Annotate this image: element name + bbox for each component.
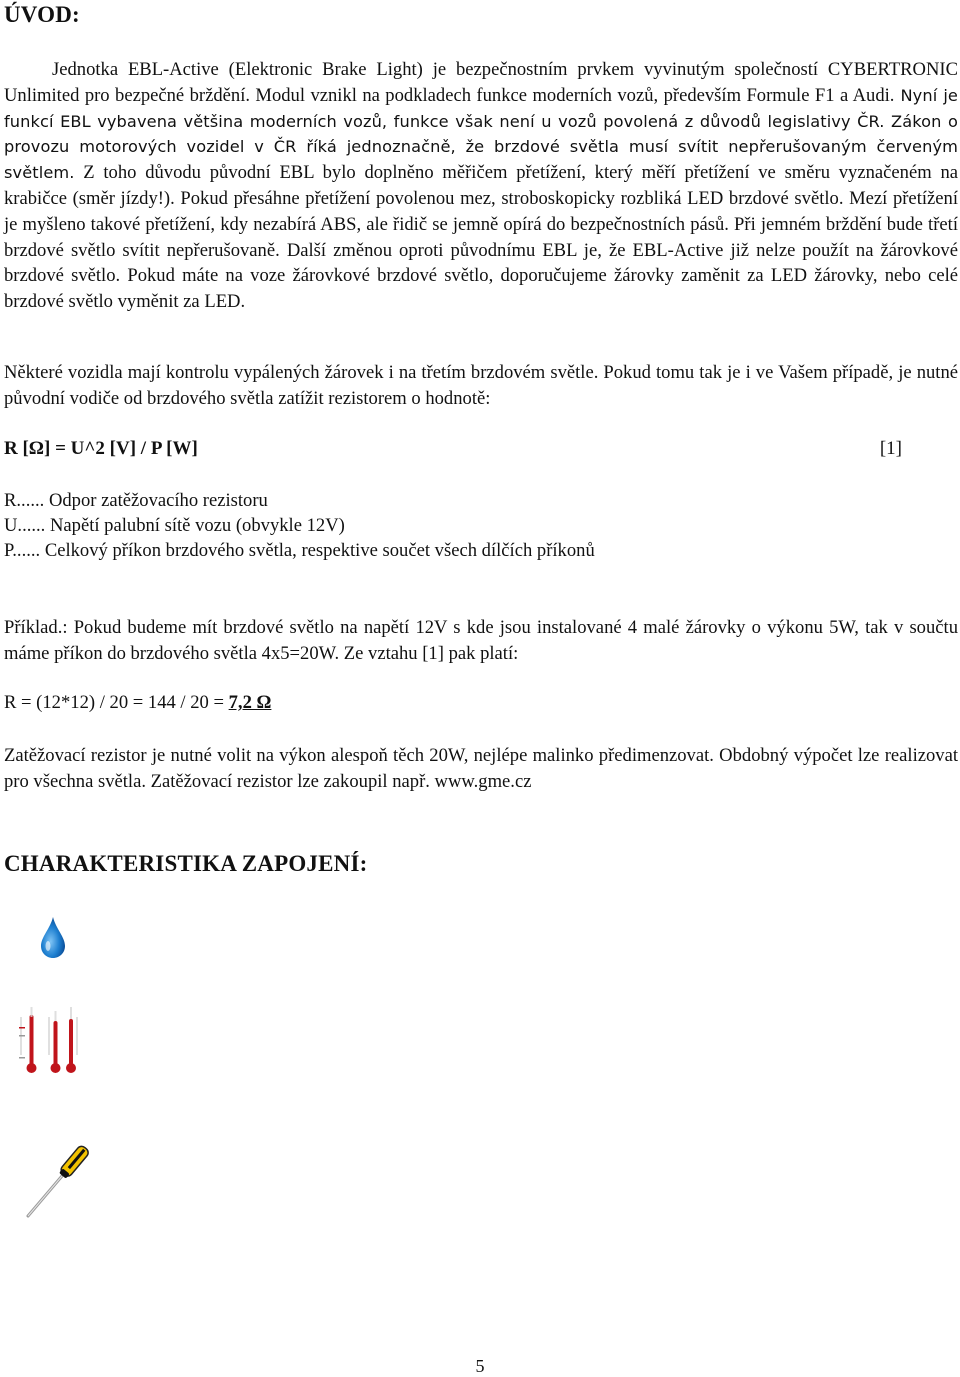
legend-item-p: P...... Celkový příkon brzdového světla, respektive součet všech dílčích příkonů <box>4 540 595 561</box>
calculation <box>4 692 271 714</box>
heading-characteristics: CHARAKTERISTIKA ZAPOJENÍ: <box>4 851 368 876</box>
intro-part-3: Zákon o provozu motorových vozidel v ČR říká jednoznačně, že brzdové světla musí svítit nepřerušovaným červeným světlem. <box>4 111 958 183</box>
formula-legend <box>4 488 595 563</box>
calculation-expression: R = (12*12) / 20 = 144 / 20 = <box>4 692 229 713</box>
intro-part-1: Jednotka EBL-Active (Elektronic Brake Light) je bezpečnostním prvkem vyvinutým společností CYBERTRONIC Unlimited pro bezpečné brždění. Modul vznikl na podkladech funkce moderních vozů, především Formule F1 a Audi. <box>4 59 958 106</box>
intro-part-2: Nyní je funkcí EBL vybavena většina moderních vozů, funkce však není u vozů povolená z důvodů legislativy ČR. <box>4 85 958 131</box>
heading-intro: ÚVOD: <box>4 2 80 27</box>
intro-part-4: Z toho důvodu původní EBL bylo doplněno měřičem přetížení, který měří přetížení ve směru vyznačeném na krabičce (směr jízdy!). <box>4 162 958 209</box>
bulb-check-paragraph: Některé vozidla mají kontrolu vypálených žárovek i na třetím brzdovém světle. Pokud tomu tak je i ve Vašem případě, je nutné původní vodiče od brzdového světla zatížit rezistorem o hodnotě: <box>4 362 958 409</box>
thermometers-icon <box>16 1005 80 1077</box>
legend-item-u: U...... Napětí palubní sítě vozu (obvykle 12V) <box>4 515 345 536</box>
formula-reference: [1] <box>879 438 902 459</box>
note-paragraph: Zatěžovací rezistor je nutné volit na výkon alespoň těch 20W, nejlépe malinko předimenzovat. Obdobný výpočet lze realizovat pro všechna světla. Zatěžovací rezistor lze zakoupil např. www.gme.cz <box>4 745 958 792</box>
formula: R [Ω] = U^2 [V] / P [W] <box>4 438 198 459</box>
intro-part-5: Pokud přesáhne přetížení povolenou mez, stroboskopicky rozbliká LED brzdové světlo. Mezí přetížení je myšleno takové přetížení, kdy nezabírá ABS, ale řidič se jemně opírá do bezpečnostních pásů. Při jemném brždění bude třetí brzdové světlo svítit nepřerušovaně. Další změnou oproti původnímu EBL je, že EBL-Active již nelze použít na žárovkové brzdové světlo. Pokud máte na voze žárovkové brzdové světlo, doporučujeme žárovky zaměnit za LED žárovky, nebo celé brzdové světlo vyměnit za LED. <box>4 187 958 313</box>
page-number: 5 <box>475 1356 485 1376</box>
screwdriver-icon <box>22 1140 94 1220</box>
calculation-result: 7,2 Ω <box>228 692 272 713</box>
water-drop-icon <box>38 915 68 960</box>
legend-item-r: R...... Odpor zatěžovacího rezistoru <box>4 490 268 511</box>
intro-paragraph <box>4 57 958 315</box>
example-paragraph: Příklad.: Pokud budeme mít brzdové světlo na napětí 12V s kde jsou instalované 4 malé žárovky o výkonu 5W, tak v součtu máme příkon do brzdového světla 4x5=20W. Ze vztahu [1] pak platí: <box>4 617 958 664</box>
